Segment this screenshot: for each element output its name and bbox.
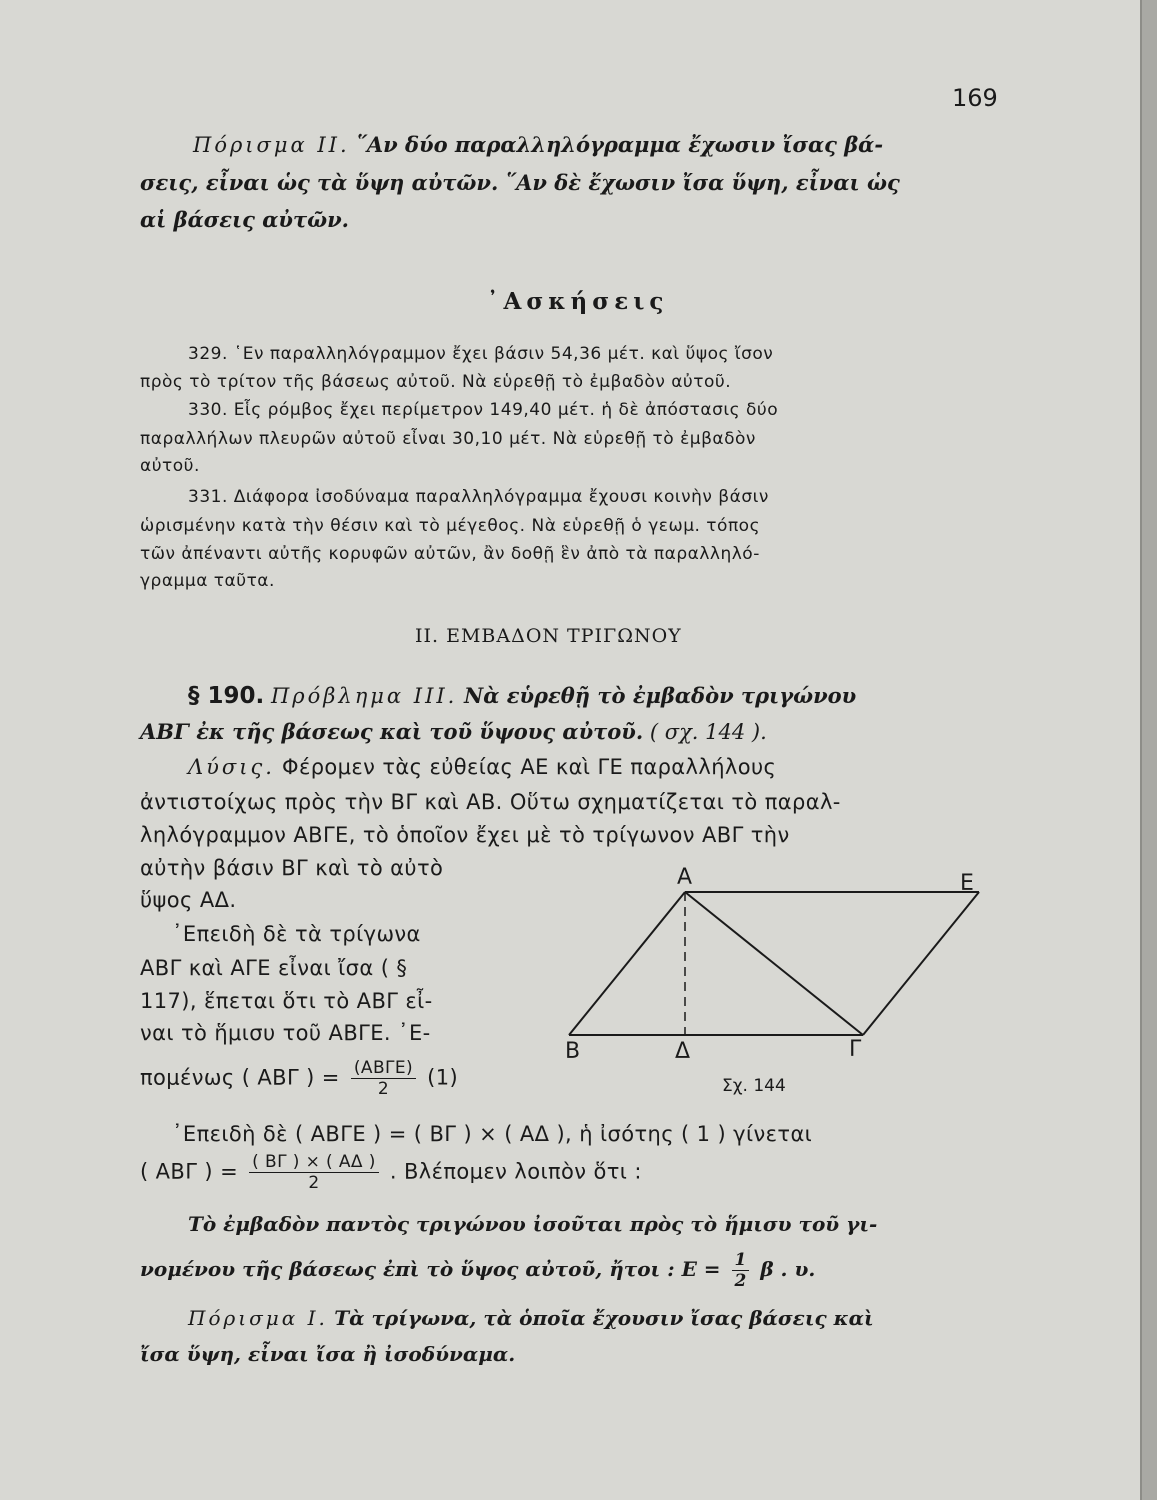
equation-2-fraction: [249, 1152, 379, 1193]
equation-2-left: ( ΑΒΓ ) =: [140, 1159, 239, 1184]
exercise-330-text-1: Εἷς ρόμβος ἔχει περίμετρον 149,40 μέτ. ἡ δὲ ἀπόστασις δύο: [233, 400, 779, 420]
exercise-329-text-1: ῾Εν παραλληλόγραμμον ἔχει βάσιν 54,36 μέτ. καὶ ὕψος ἴσον: [233, 344, 774, 364]
side-EG: [863, 892, 979, 1035]
exercise-329-number: 329.: [188, 344, 228, 364]
porisma-2-text-1: ῞Αν δύο παραλληλόγραμμα ἔχωσιν ἴσας βά-: [356, 132, 884, 157]
equation-1-numerator: (ΑΒΓΕ): [351, 1058, 416, 1079]
rule-line-1: Τὸ ἐμβαδὸν παντὸς τριγώνου ἰσοῦται πρὸς τὸ ἥμισυ τοῦ γι-: [188, 1212, 878, 1236]
vertex-A-label: Α: [677, 865, 693, 890]
equation-2-denominator: 2: [308, 1173, 320, 1193]
formula-tail: β . υ.: [760, 1257, 816, 1281]
exercise-331-line-4: γραμμα ταῦτα.: [140, 571, 275, 591]
solution-line-7: ΑΒΓ καὶ ΑΓΕ εἶναι ἴσα ( §: [140, 956, 408, 980]
rule-line-2: [140, 1250, 815, 1291]
exercise-330-line-2: παραλλήλων πλευρῶν αὐτοῦ εἶναι 30,10 μέτ. Νὰ εὑρεθῇ τὸ ἐμβαδὸν: [140, 429, 756, 449]
diagonal-AG: [685, 892, 863, 1035]
exercise-331-number: 331.: [188, 487, 228, 507]
solution-line-2: ἀντιστοίχως πρὸς τὴν ΒΓ καὶ ΑΒ. Οὕτω σχηματίζεται τὸ παραλ-: [140, 790, 841, 814]
solution-line-5: ὕψος ΑΔ.: [140, 888, 237, 912]
exercise-330-line-1: [188, 400, 778, 420]
vertex-B-label: Β: [565, 1039, 581, 1064]
solution-line-12: [140, 1152, 642, 1193]
solution-line-4: αὐτὴν βάσιν ΒΓ καὶ τὸ αὐτὸ: [140, 856, 444, 880]
equation-1-left: πομένως ( ΑΒΓ ) =: [140, 1065, 340, 1090]
equation-2-tail: . Βλέπομεν λοιπὸν ὅτι :: [389, 1159, 642, 1184]
equation-1-number: (1): [427, 1065, 459, 1090]
porisma-2-label: Πόρισμα ΙΙ.: [193, 133, 350, 157]
porisma-1-line-2: ἴσα ὕψη, εἶναι ἴσα ἢ ἰσοδύναμα.: [140, 1342, 516, 1366]
porisma-1-label: Πόρισμα Ι.: [188, 1306, 328, 1330]
figure-reference: ( σχ. 144 ).: [649, 720, 767, 744]
solution-line-6: ᾿Επειδὴ δὲ τὰ τρίγωνα: [172, 922, 421, 946]
exercise-329-line-1: [188, 344, 773, 364]
rule-text-2: νομένου τῆς βάσεως ἐπὶ τὸ ὕψος αὐτοῦ, ἤτοι :: [140, 1257, 675, 1281]
problem-label: Πρόβλημα ΙΙΙ.: [270, 684, 458, 708]
porisma-2-line-3: αἱ βάσεις αὐτῶν.: [140, 207, 349, 232]
equation-2-numerator: ( ΒΓ ) × ( ΑΔ ): [249, 1152, 379, 1173]
figure-caption: Σχ. 144: [722, 1076, 786, 1096]
problem-text-2: ΑΒΓ ἐκ τῆς βάσεως καὶ τοῦ ὕψους αὐτοῦ.: [140, 719, 644, 744]
solution-line-1: [188, 755, 776, 779]
formula-E: Ε =: [681, 1257, 721, 1281]
porisma-2-line-1: [193, 128, 883, 162]
exercise-329-line-2: πρὸς τὸ τρίτον τῆς βάσεως αὐτοῦ. Νὰ εὑρεθῇ τὸ ἐμβαδὸν αὐτοῦ.: [140, 372, 732, 392]
exercises-heading: ᾿Ασκήσεις: [487, 288, 669, 315]
figure-144-diagram: [555, 860, 995, 1070]
section-number: § 190.: [188, 683, 265, 709]
solution-line-9: ναι τὸ ἥμισυ τοῦ ΑΒΓΕ. ᾿Ε-: [140, 1021, 431, 1045]
exercise-330-line-3: αὐτοῦ.: [140, 456, 200, 476]
exercise-331-line-2: ὡρισμένην κατὰ τὴν θέσιν καὶ τὸ μέγεθος. Νὰ εὑρεθῇ ὁ γεωμ. τόπος: [140, 516, 761, 536]
porisma-1-line-1: [188, 1306, 874, 1330]
porisma-2-line-2: σεις, εἶναι ὡς τὰ ὕψη αὐτῶν. ῞Αν δὲ ἔχωσιν ἴσα ὕψη, εἶναι ὡς: [140, 170, 900, 195]
exercise-331-line-1: [188, 487, 769, 507]
exercise-331-text-1: Διάφορα ἰσοδύναμα παραλληλόγραμμα ἔχουσι κοινὴν βάσιν: [233, 487, 769, 507]
section-title: ΙΙ. ΕΜΒΑΔΟΝ ΤΡΙΓΩΝΟΥ: [415, 625, 682, 647]
page-edge: [1140, 0, 1157, 1500]
solution-text-1: Φέρομεν τὰς εὐθείας ΑΕ καὶ ΓΕ παραλλήλους: [282, 755, 777, 779]
porisma-1-text-1: Τὰ τρίγωνα, τὰ ὁποῖα ἔχουσιν ἴσας βάσεις καὶ: [334, 1306, 874, 1330]
exercise-330-number: 330.: [188, 400, 228, 420]
solution-line-8: 117), ἕπεται ὅτι τὸ ΑΒΓ εἶ-: [140, 989, 433, 1013]
problem-line-1: [188, 683, 856, 709]
equation-1-denominator: 2: [377, 1079, 390, 1099]
formula-numerator: 1: [732, 1250, 750, 1271]
vertex-E-label: Ε: [960, 871, 974, 896]
problem-text-1: Νὰ εὑρεθῇ τὸ ἐμβαδὸν τριγώνου: [464, 683, 857, 708]
solution-line-11: ᾿Επειδὴ δὲ ( ΑΒΓΕ ) = ( ΒΓ ) × ( ΑΔ ), ἡ ἰσότης ( 1 ) γίνεται: [172, 1122, 813, 1146]
solution-label: Λύσις.: [188, 755, 275, 779]
solution-line-10: [140, 1058, 458, 1099]
formula-fraction: [732, 1250, 750, 1291]
point-D-label: Δ: [675, 1039, 691, 1064]
page-number: 169: [952, 84, 998, 112]
solution-line-3: ληλόγραμμον ΑΒΓΕ, τὸ ὁποῖον ἔχει μὲ τὸ τρίγωνον ΑΒΓ τὴν: [140, 823, 790, 847]
vertex-G-label: Γ: [849, 1037, 862, 1062]
formula-denominator: 2: [734, 1271, 747, 1291]
equation-1-fraction: [351, 1058, 416, 1099]
problem-line-2: [140, 719, 767, 744]
exercise-331-line-3: τῶν ἀπέναντι αὐτῆς κορυφῶν αὐτῶν, ἂν δοθῇ ἓν ἀπὸ τὰ παραλληλό-: [140, 544, 760, 564]
side-AB: [569, 892, 685, 1035]
